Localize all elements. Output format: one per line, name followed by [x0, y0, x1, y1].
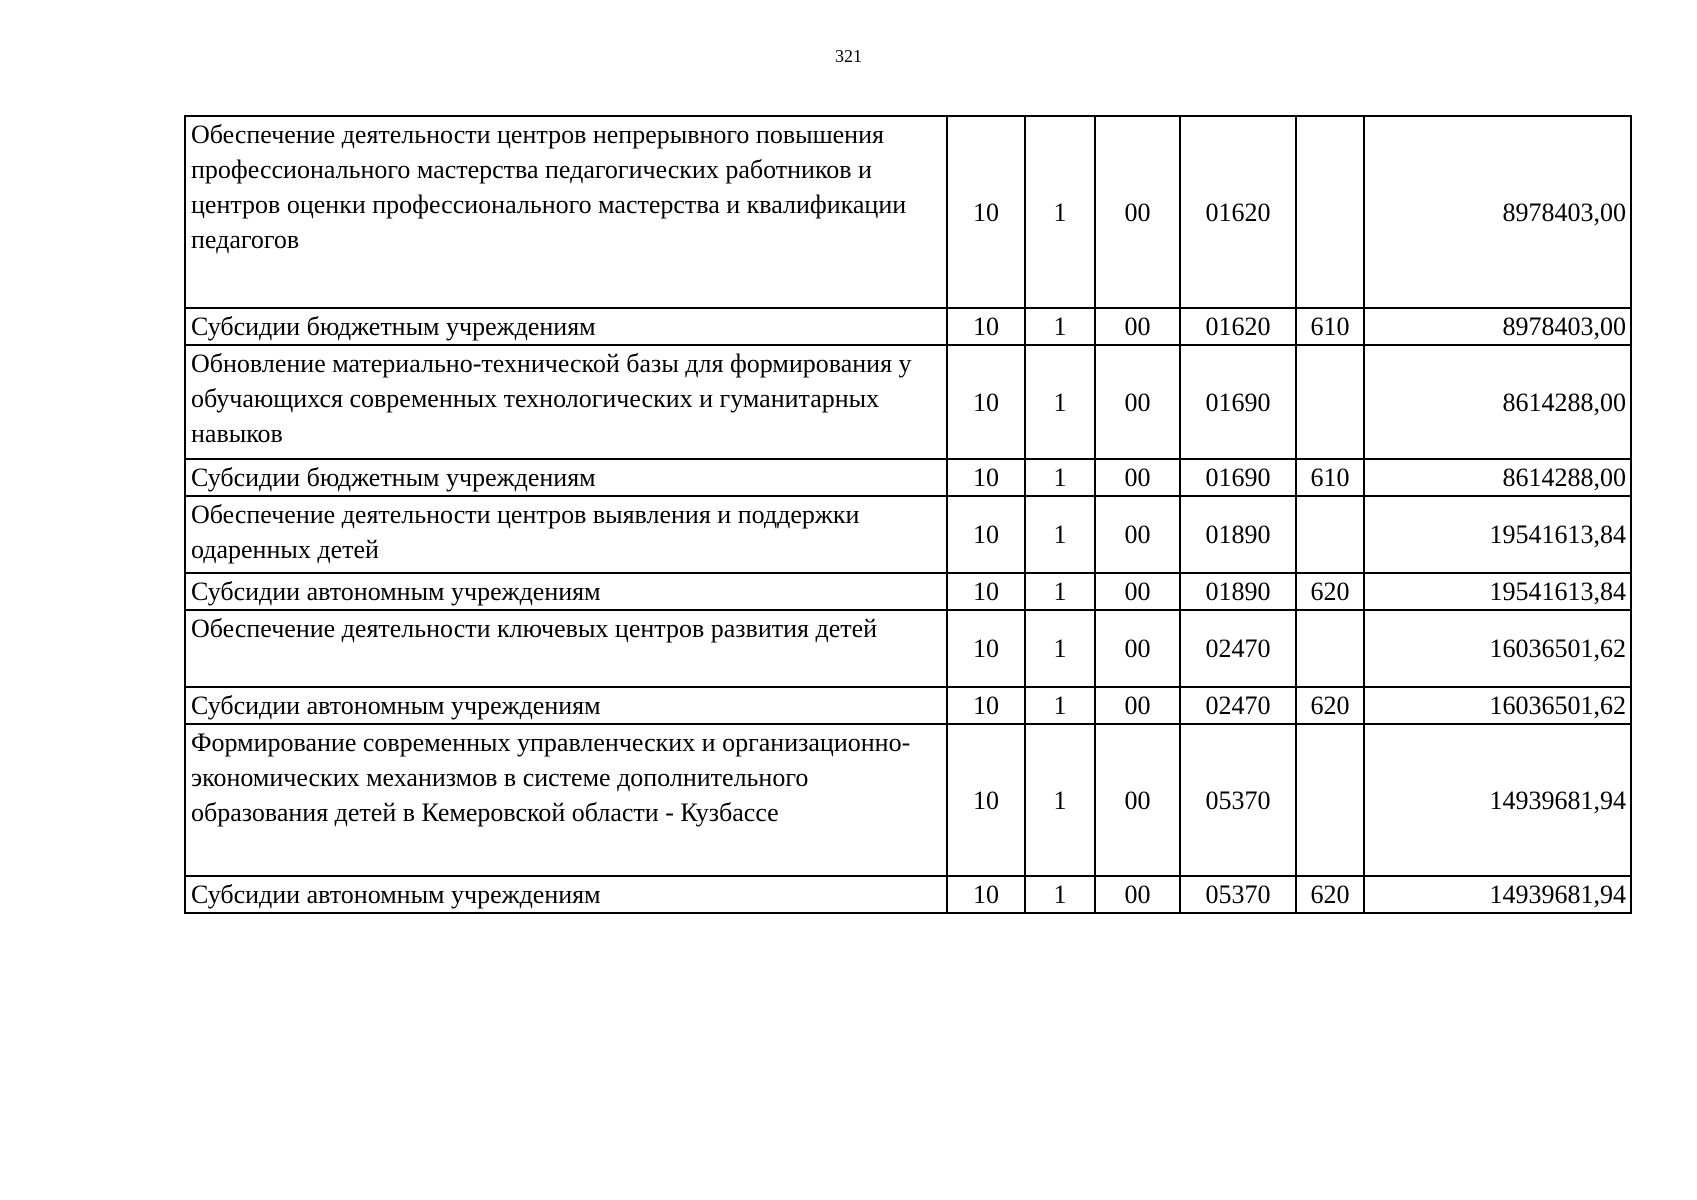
program-code: 1 [1025, 459, 1095, 496]
item-name: Формирование современных управленческих и организационно-экономических механизмов в системе дополнительного образования детей в Кемеровской области - Кузбассе [185, 724, 947, 876]
program-code: 1 [1025, 116, 1095, 308]
program-code: 1 [1025, 573, 1095, 610]
amount: 8978403,00 [1364, 116, 1631, 308]
expense-type-code: 620 [1296, 687, 1364, 724]
expense-type-code [1296, 345, 1364, 459]
item-name: Обеспечение деятельности центров непрерывного повышения профессионального мастерства педагогических работников и центров оценки профессионального мастерства и квалификации педагогов [185, 116, 947, 308]
section-code: 10 [947, 876, 1025, 913]
direction-code: 01690 [1180, 459, 1296, 496]
item-name: Обновление материально-технической базы для формирования у обучающихся современных технологических и гуманитарных навыков [185, 345, 947, 459]
item-name: Обеспечение деятельности центров выявления и поддержки одаренных детей [185, 496, 947, 573]
amount: 14939681,94 [1364, 724, 1631, 876]
page-number: 321 [835, 46, 862, 66]
item-name: Субсидии бюджетным учреждениям [185, 308, 947, 345]
expense-type-code [1296, 610, 1364, 687]
section-code: 10 [947, 459, 1025, 496]
section-code: 10 [947, 610, 1025, 687]
amount: 14939681,94 [1364, 876, 1631, 913]
program-code: 1 [1025, 687, 1095, 724]
item-name: Субсидии бюджетным учреждениям [185, 459, 947, 496]
direction-code: 01890 [1180, 573, 1296, 610]
item-name: Обеспечение деятельности ключевых центров развития детей [185, 610, 947, 687]
expense-type-code: 610 [1296, 308, 1364, 345]
item-name: Субсидии автономным учреждениям [185, 876, 947, 913]
program-code: 1 [1025, 876, 1095, 913]
program-code: 1 [1025, 724, 1095, 876]
direction-code: 05370 [1180, 724, 1296, 876]
subprogram-code: 00 [1095, 345, 1180, 459]
amount: 8614288,00 [1364, 459, 1631, 496]
expense-type-code: 610 [1296, 459, 1364, 496]
section-code: 10 [947, 308, 1025, 345]
table-row [185, 459, 1631, 496]
expense-type-code: 620 [1296, 573, 1364, 610]
subprogram-code: 00 [1095, 308, 1180, 345]
amount: 19541613,84 [1364, 573, 1631, 610]
subprogram-code: 00 [1095, 724, 1180, 876]
section-code: 10 [947, 496, 1025, 573]
table-row [185, 496, 1631, 573]
expense-type-code [1296, 116, 1364, 308]
expense-type-code: 620 [1296, 876, 1364, 913]
table-row [185, 724, 1631, 876]
item-name: Субсидии автономным учреждениям [185, 687, 947, 724]
program-code: 1 [1025, 345, 1095, 459]
table-row [185, 573, 1631, 610]
table-row [185, 116, 1631, 308]
section-code: 10 [947, 724, 1025, 876]
amount: 16036501,62 [1364, 610, 1631, 687]
subprogram-code: 00 [1095, 687, 1180, 724]
budget-table [184, 115, 1632, 914]
subprogram-code: 00 [1095, 573, 1180, 610]
direction-code: 02470 [1180, 610, 1296, 687]
amount: 8978403,00 [1364, 308, 1631, 345]
program-code: 1 [1025, 610, 1095, 687]
direction-code: 01620 [1180, 308, 1296, 345]
expense-type-code [1296, 724, 1364, 876]
program-code: 1 [1025, 496, 1095, 573]
table-row [185, 876, 1631, 913]
section-code: 10 [947, 345, 1025, 459]
subprogram-code: 00 [1095, 496, 1180, 573]
amount: 8614288,00 [1364, 345, 1631, 459]
item-name: Субсидии автономным учреждениям [185, 573, 947, 610]
subprogram-code: 00 [1095, 876, 1180, 913]
amount: 19541613,84 [1364, 496, 1631, 573]
program-code: 1 [1025, 308, 1095, 345]
section-code: 10 [947, 687, 1025, 724]
section-code: 10 [947, 116, 1025, 308]
direction-code: 05370 [1180, 876, 1296, 913]
expense-type-code [1296, 496, 1364, 573]
direction-code: 01690 [1180, 345, 1296, 459]
table-row [185, 610, 1631, 687]
table-row [185, 308, 1631, 345]
direction-code: 01620 [1180, 116, 1296, 308]
amount: 16036501,62 [1364, 687, 1631, 724]
direction-code: 02470 [1180, 687, 1296, 724]
subprogram-code: 00 [1095, 116, 1180, 308]
section-code: 10 [947, 573, 1025, 610]
subprogram-code: 00 [1095, 610, 1180, 687]
direction-code: 01890 [1180, 496, 1296, 573]
table-row [185, 345, 1631, 459]
table-row [185, 687, 1631, 724]
subprogram-code: 00 [1095, 459, 1180, 496]
